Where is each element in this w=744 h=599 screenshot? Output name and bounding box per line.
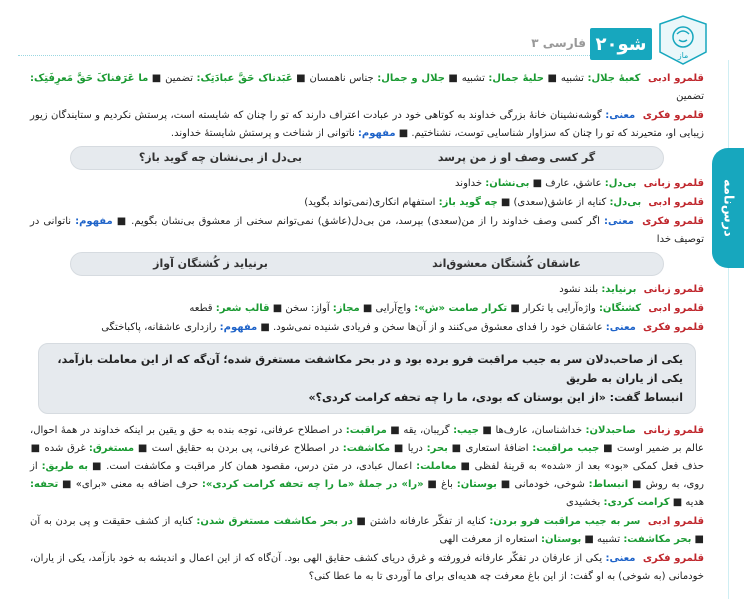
term-definition: استفهام انکاری(نمی‌تواند بگوید) [304,197,439,208]
term-keyword: چه گوید باز: [438,197,498,208]
meaning-text: یکی از عارفان در تفکّر عارفانه فرورفته و غرق دریای کشف حقایق الهی بود. آن‌گاه که از این اعمال و اندیشه به خود بازآمد، یکی از یاران، خودمانی (به شوخی) به او گفت: از این باغ معرفت چه هدیه‌ای برای ما آوردی تا به ما عطا کنی؟ [30,553,704,582]
term-keyword: «را» در جملهٔ «ما را چه تحفه کرامت کردی»: [201,479,424,490]
term-keyword: به طریق: [41,461,89,472]
term-keyword: بوستان: [456,479,497,490]
term-definition: استعاره از معرفت الهی [439,534,541,545]
block3-fekri [30,319,704,337]
block1-fekri [30,107,704,143]
term-definition: تضمین ■ [148,73,197,84]
verse2-right: عاشقان کُشتگان معشوق‌اند [432,257,581,270]
verse-banner-2 [70,252,664,276]
tag-adabi: قلمرو ادبی [648,303,704,314]
term-keyword: بوستان: [540,534,582,545]
term-definition: حرف اضافه به معنی «برای» ■ [58,479,202,490]
tag-fekri: قلمرو فکری [642,216,704,227]
meaning-label: معنی: [605,322,636,333]
block4-fekri [30,550,704,586]
term-definition: عاشق، عارف ■ [529,178,605,189]
term-keyword: بی‌دل: [604,178,637,189]
term-definition: واج‌آرایی ■ [359,303,415,314]
term-keyword: صاحبدلان: [585,425,636,436]
term-keyword: در بحر مکاشفت مستغرق شدن: [196,516,353,527]
adabi-list [30,516,704,545]
term-keyword: ما عَرَفناکَ حَقَّ مَعرِفَتِک: [30,73,149,84]
tag-adabi: قلمرو ادبی [648,197,704,208]
meaning-text: گوشه‌نشینان خانهٔ بزرگی خداوند به کوتاهی خود در عبادت اعتراف دارند که تو را چنان که شایسته است، پرستش نکردیم و ستایندگان زیور زیبایی او، متحیرند که تو را چنان که سزاوار شناسایی توست، نشناختیم. ■ [30,110,704,139]
term-keyword: برنیاید: [601,284,637,295]
zabani-list [559,284,636,295]
verse-banner-1 [70,146,664,170]
term-keyword: کرامت کردی: [603,497,670,508]
concept-text: ناتوانی از شناخت و پرستش شایستهٔ خداوند. [170,128,358,139]
term-definition: تشبیه ■ [544,73,588,84]
prose-line-2: انبساط گفت: «از این بوستان که بودی، ما را چه تحفه کرامت کردی؟» [308,391,683,404]
zabani-list [455,178,636,189]
tag-fekri: قلمرو فکری [642,322,704,333]
page-header [18,14,708,66]
side-rule [728,60,729,599]
lesson-content [30,70,704,587]
term-definition: تضمین [676,91,704,102]
meaning-label: معنی: [605,553,636,564]
term-definition: شوخی، خودمانی ■ [496,479,589,490]
verse1-right: گر کسی وصف او ز من پرسد [437,151,596,164]
meaning-text: اگر کسی وصف خداوند را از من(سعدی) بپرسد، من بی‌دل(عاشق) نمی‌توانم سخنی از معشوق بی‌نشان بگویم. ■ [112,216,604,227]
term-definition: بخشیدی [566,497,604,508]
tag-zabani: قلمرو زبانی [643,178,704,189]
term-keyword: مجاز: [332,303,360,314]
side-tab-label: درس‌نامه [720,179,736,237]
term-definition: هدیه ■ [669,497,704,508]
prose-box [38,343,696,414]
term-keyword: جیب: [453,425,479,436]
term-keyword: حلیهٔ جمال: [488,73,544,84]
term-keyword: کعبهٔ جلال: [587,73,641,84]
term-keyword: معاملت: [416,461,457,472]
term-keyword: جیب مراقبت: [532,443,600,454]
term-keyword: تحفه: [30,479,59,490]
term-keyword: مراقبت: [345,425,387,436]
term-definition: دریا ■ [390,443,427,454]
tag-adabi: قلمرو ادبی [647,73,704,84]
term-definition: خداوند [455,178,486,189]
maz-logo [658,14,708,66]
meaning-label: معنی: [603,216,635,227]
term-definition: خداشناسان، عارف‌ها ■ [478,425,586,436]
term-keyword: قالب شعر: [215,303,270,314]
term-definition: واژه‌آرایی یا تکرار ■ [507,303,599,314]
block3-zabani [30,281,704,299]
term-definition: باغ ■ [423,479,457,490]
term-definition: بلند نشود [559,284,602,295]
block2-adabi [30,194,704,212]
block1-adabi [30,70,704,106]
term-keyword: بحر: [426,443,448,454]
block2-zabani [30,175,704,193]
term-keyword: سر به جیب مراقبت فرو بردن: [489,516,641,527]
meaning-text: عاشقان خود را فدای معشوق می‌کنند و از آن‌ها سخن و فریادی شنیده نمی‌شود. ■ [257,322,606,333]
verse2-left: برنیاید ز کُشتگان آواز [153,257,268,270]
term-keyword: مستغرق: [88,443,135,454]
prose-line-1: یکی از صاحب‌دلان سر به جیب مراقبت فرو برده بود و در بحر مکاشفت مستغرق شده؛ آن‌گه که از این معاملت بازآمد، یکی از یاران به طریق [57,353,683,385]
term-keyword: بی‌دل: [609,197,642,208]
term-definition: گریبان، یقه ■ [386,425,454,436]
concept-label: مفهوم: [219,322,258,333]
block4-zabani [30,422,704,512]
term-keyword: جلال و جمال: [377,73,445,84]
block3-adabi [30,300,704,318]
term-keyword: کشتگان: [598,303,642,314]
term-keyword: تکرار صامت «ش»: [414,303,508,314]
term-definition: کنایه از کشف حقیقت و پی بردن به آن ■ [30,516,704,545]
zabani-list [30,425,704,508]
term-definition: کنایه از عاشق(سعدی) ■ [497,197,610,208]
block4-adabi [30,513,704,549]
term-definition: اعمال عبادی، در متن درس، مقصود همان کار مراقبت و مکاشفت است. ■ [88,461,417,472]
term-keyword: بی‌نشان: [485,178,530,189]
tag-fekri: قلمرو فکری [642,110,704,121]
term-definition: تشبیه ■ [444,73,489,84]
concept-text: رازداری عاشقانه، پاکباختگی [101,322,220,333]
term-definition: از روی، به روش ■ [30,461,705,490]
term-keyword: عَبَدناک حَقَّ عبادَتِک: [196,73,293,84]
header-divider [18,55,590,56]
term-keyword: مکاشفت: [342,443,391,454]
term-definition: کنایه از تفکّر عارفانه داشتن ■ [352,516,490,527]
term-definition: جناس ناهمسان ■ [292,73,378,84]
block2-fekri [30,213,704,249]
term-keyword: انبساط: [588,479,629,490]
logo-label: ماز [677,51,689,60]
tag-zabani: قلمرو زبانی [643,284,704,295]
adabi-list [304,197,641,208]
adabi-list [30,73,704,102]
term-definition: در اصطلاح عرفانی، پی بردن به حقایق است ■ [134,443,343,454]
term-definition: اضافهٔ استعاری ■ [447,443,533,454]
tag-fekri: قلمرو فکری [642,553,704,564]
side-tab-darsnameh[interactable] [712,148,744,268]
tag-zabani: قلمرو زبانی [643,425,704,436]
concept-text: ناتوانی در توصیف خدا [30,216,704,245]
meaning-label: معنی: [605,110,636,121]
term-definition: تشبیه ■ [581,534,624,545]
verse1-left: بی‌دل از بی‌نشان چه گوید باز؟ [138,151,303,164]
term-definition: قطعه [189,303,216,314]
series-badge: ۲۰شو [590,28,652,60]
term-definition: غرق شده ■ حذف فعل کمکی «بود» بعد از «شده» به قرینهٔ لفظی ■ [30,443,704,472]
adabi-list [189,303,641,314]
term-keyword: بحر مکاشفت: [623,534,692,545]
concept-label: مفهوم: [75,216,113,227]
term-definition: در اصطلاح عرفانی، توجه بنده به حق و یقین بر اینکه خداوند در همهٔ احوال، عالم بر ضمیر اوست ■ [30,425,704,454]
concept-label: مفهوم: [357,128,396,139]
tag-adabi: قلمرو ادبی [647,516,704,527]
subject-title: فارسی ۳ [531,36,586,50]
term-definition: آواز: سخن ■ [269,303,333,314]
